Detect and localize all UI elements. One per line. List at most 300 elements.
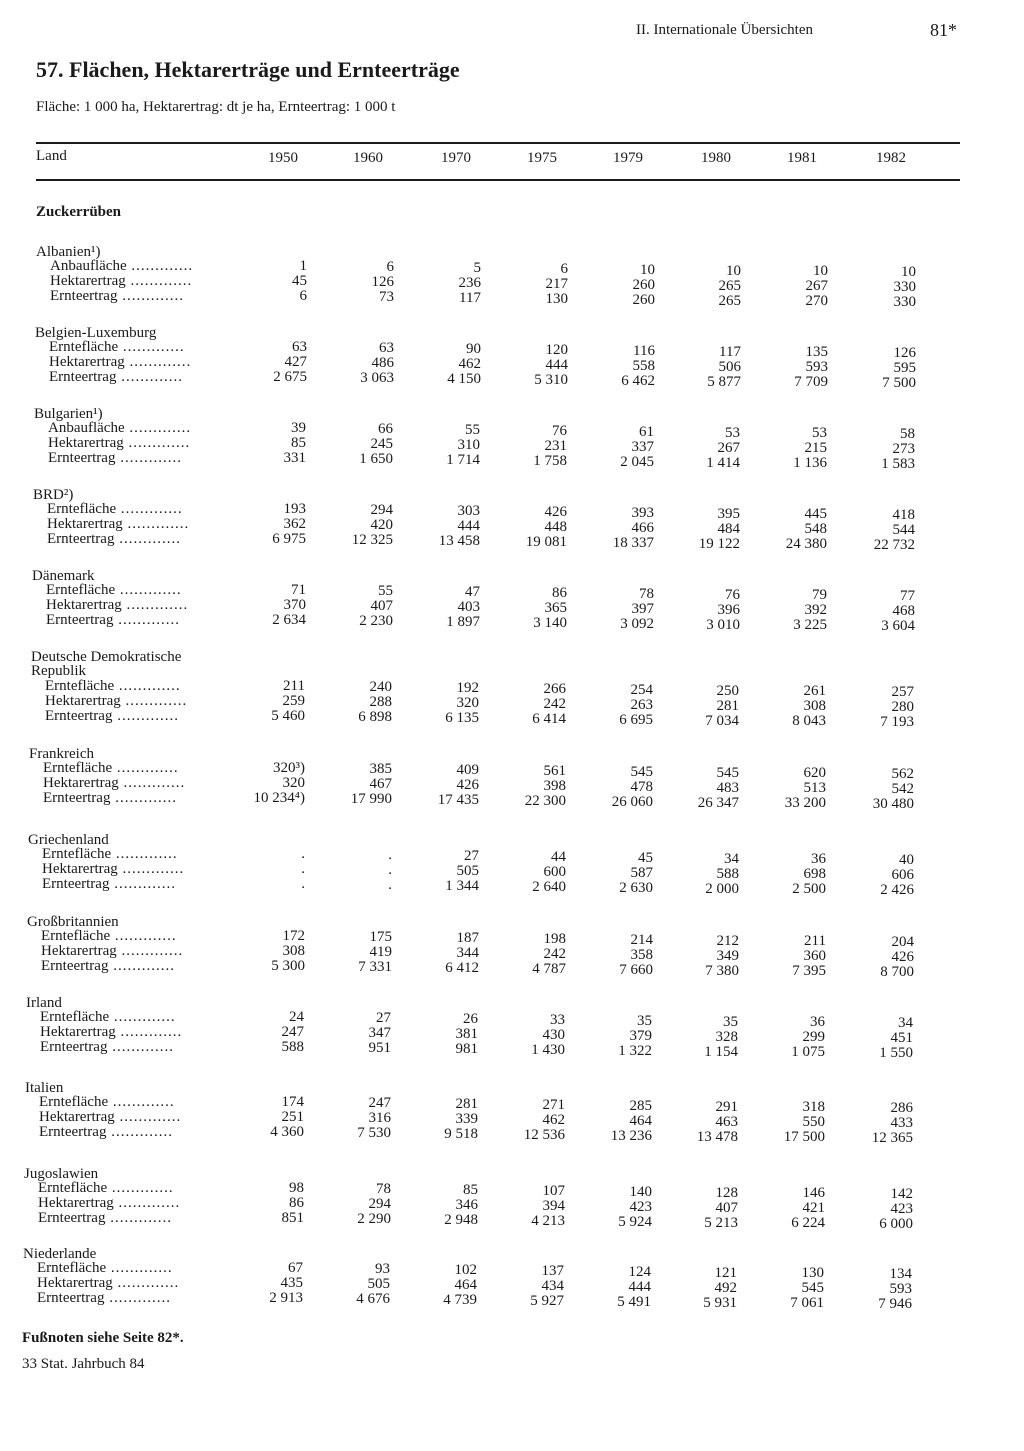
table-cell: 4 213 [531, 1213, 565, 1229]
table-cell: 397 [631, 601, 654, 617]
table-cell: 280 [891, 699, 914, 715]
table-cell: 303 [457, 503, 480, 519]
table-cell: 3 604 [881, 618, 915, 634]
table-cell: 1 758 [533, 453, 567, 469]
table-cell: 67 [288, 1260, 303, 1276]
table-cell: 6 462 [621, 373, 655, 389]
leader-dots: ............. [106, 1124, 173, 1140]
table-cell: 71 [291, 582, 306, 598]
table-cell: 7 193 [880, 714, 914, 730]
table-cell: 250 [716, 683, 739, 699]
table-cell: 211 [804, 933, 826, 949]
table-cell: 212 [716, 933, 739, 949]
table-cell: 448 [544, 519, 567, 535]
table-cell: 1 583 [881, 456, 915, 472]
table-cell: 593 [889, 1281, 912, 1297]
table-cell: 362 [283, 516, 306, 532]
table-cell: 211 [283, 678, 305, 694]
table-cell: 79 [812, 587, 827, 603]
row-label [46, 612, 180, 629]
table-cell: 102 [454, 1262, 477, 1278]
table-cell: 26 [463, 1011, 478, 1027]
table-cell: 320 [456, 695, 479, 711]
table-cell: 22 732 [873, 537, 915, 553]
table-cell: 24 [289, 1009, 304, 1025]
table-cell: 308 [803, 698, 826, 714]
table-cell: 174 [281, 1094, 304, 1110]
table-cell: 6 975 [272, 531, 306, 547]
country-group [0, 1080, 1024, 1150]
leader-dots: ............. [121, 597, 189, 613]
table-cell: 558 [632, 358, 655, 374]
country-group [0, 244, 1024, 314]
leader-dots: ............. [124, 354, 192, 370]
table-cell: 107 [542, 1183, 565, 1199]
table-cell: 266 [543, 681, 566, 697]
table-cell: 433 [890, 1115, 913, 1131]
table-cell: 26 347 [697, 795, 739, 811]
table-row [0, 790, 1024, 812]
table-cell: 308 [282, 943, 305, 959]
country-group [0, 406, 1024, 476]
country-name: Großbritannien [27, 914, 119, 930]
leader-dots: ............. [122, 516, 190, 532]
table-cell: 7 034 [705, 713, 739, 729]
table-cell: 47 [465, 584, 480, 600]
table-row [0, 1024, 1024, 1046]
row-label-text: Ernteertrag [38, 1210, 106, 1226]
table-cell: 420 [370, 517, 393, 533]
row-label-text: Erntefläche [43, 760, 113, 776]
table-cell: 347 [368, 1025, 391, 1041]
table-cell: 192 [456, 680, 479, 696]
table-row [0, 597, 1024, 619]
table-cell: 198 [543, 931, 566, 947]
table-cell: 7 530 [357, 1125, 391, 1141]
table-cell: 445 [804, 506, 827, 522]
table-cell: 444 [457, 518, 480, 534]
country-name: Dänemark [32, 568, 95, 584]
table-cell: 273 [892, 441, 915, 457]
leader-dots: ............. [107, 1039, 174, 1055]
table-cell: 267 [805, 278, 828, 294]
table-cell: 130 [801, 1265, 824, 1281]
table-row [0, 501, 1024, 523]
row-label-text: Hektarertrag [40, 1024, 116, 1040]
leader-dots: ............. [111, 846, 178, 862]
table-cell: 35 [637, 1013, 652, 1029]
table-cell: 217 [545, 276, 568, 292]
country-name: Jugoslawien [24, 1166, 99, 1182]
table-cell: 3 010 [706, 617, 740, 633]
row-label-text: Ernteertrag [49, 369, 117, 385]
leader-dots: ............. [118, 775, 186, 791]
table-cell: 951 [368, 1040, 391, 1056]
table-cell: 121 [714, 1265, 737, 1281]
table-row [0, 928, 1024, 950]
table-cell: 5 310 [534, 372, 568, 388]
leader-dots: ............. [109, 1009, 176, 1025]
column-header-year: 1981 [787, 150, 817, 166]
table-cell: 247 [281, 1024, 304, 1040]
table-cell: 53 [725, 425, 740, 441]
table-cell: 77 [900, 588, 915, 604]
table-cell: 421 [802, 1200, 825, 1216]
table-cell: 505 [456, 863, 479, 879]
country-name: Bulgarien¹) [34, 406, 103, 422]
column-header-year: 1980 [701, 150, 731, 166]
table-cell: 3 140 [533, 615, 567, 631]
table-cell: 398 [543, 778, 566, 794]
table-cell: 483 [716, 780, 739, 796]
table-cell: 320³) [273, 760, 305, 776]
table-row [0, 1290, 1024, 1312]
row-label-text: Erntefläche [42, 846, 112, 862]
table-cell: 294 [370, 502, 393, 518]
table-cell: 172 [282, 928, 305, 944]
table-cell: 1 550 [879, 1045, 913, 1061]
leader-dots: ............. [113, 612, 180, 628]
table-cell: 33 [550, 1012, 565, 1028]
table-cell: 1 136 [793, 455, 827, 471]
table-row [0, 420, 1024, 442]
table-cell: 7 061 [790, 1295, 824, 1311]
leader-dots: ............. [114, 531, 181, 547]
table-cell: 22 300 [524, 793, 566, 809]
table-cell: 76 [552, 423, 567, 439]
table-row [0, 943, 1024, 965]
row-label-text: Erntefläche [38, 1180, 108, 1196]
table-row [0, 1124, 1024, 1146]
table-cell: 12 365 [871, 1130, 913, 1146]
leader-dots: ............. [107, 1180, 174, 1196]
row-label-text: Ernteertrag [48, 450, 116, 466]
table-cell: 4 787 [532, 961, 566, 977]
row-label [42, 876, 176, 893]
table-cell: 542 [891, 781, 914, 797]
table-cell: 19 122 [698, 536, 740, 552]
table-cell: 330 [893, 294, 916, 310]
table-cell: 78 [639, 586, 654, 602]
table-cell: 93 [375, 1261, 390, 1277]
table-cell: 468 [892, 603, 915, 619]
table-cell: 328 [715, 1029, 738, 1045]
table-cell: . [388, 877, 392, 893]
row-label-text: Hektarertrag [50, 273, 126, 289]
row-label-text: Erntefläche [37, 1260, 107, 1276]
leader-dots: ............. [104, 1290, 171, 1306]
table-title: 57. Flächen, Hektarerträge und Ernteerträge [36, 57, 460, 82]
table-cell: 544 [892, 522, 915, 538]
row-label-text: Erntefläche [41, 928, 111, 944]
table-cell: 548 [804, 521, 827, 537]
table-cell: 310 [457, 437, 480, 453]
table-cell: 261 [803, 683, 826, 699]
table-cell: 426 [891, 949, 914, 965]
table-cell: 5 460 [271, 708, 305, 724]
table-cell: 318 [802, 1099, 825, 1115]
table-cell: 58 [900, 426, 915, 442]
table-cell: 17 435 [437, 792, 479, 808]
leader-dots: ............. [116, 943, 184, 959]
table-row [0, 775, 1024, 797]
row-label [50, 288, 184, 305]
table-row [0, 582, 1024, 604]
table-cell: 394 [542, 1198, 565, 1214]
table-cell: 444 [628, 1279, 651, 1295]
row-label-text: Ernteertrag [42, 876, 110, 892]
table-cell: 2 634 [272, 612, 306, 628]
table-cell: 265 [718, 293, 741, 309]
row-label-text: Anbaufläche [50, 258, 127, 274]
table-cell: 247 [368, 1095, 391, 1111]
table-cell: 45 [292, 273, 307, 289]
leader-dots: ............. [115, 450, 182, 466]
table-cell: 2 675 [273, 369, 307, 385]
table-cell: 34 [898, 1015, 913, 1031]
table-cell: 545 [630, 764, 653, 780]
table-cell: 430 [542, 1027, 565, 1043]
country-name: Frankreich [29, 746, 94, 762]
table-cell: 175 [369, 929, 392, 945]
leader-dots: ............. [115, 582, 182, 598]
table-cell: 251 [281, 1109, 304, 1125]
table-cell: 27 [376, 1010, 391, 1026]
table-cell: 1 650 [359, 451, 393, 467]
column-header-year: 1979 [613, 150, 643, 166]
leader-dots: ............. [112, 708, 179, 724]
table-cell: 61 [639, 424, 654, 440]
table-row [0, 1210, 1024, 1232]
table-cell: 117 [719, 344, 741, 360]
table-cell: 486 [371, 355, 394, 371]
table-cell: 128 [715, 1185, 738, 1201]
leader-dots: ............. [109, 876, 176, 892]
table-row [0, 861, 1024, 883]
table-cell: 4 150 [447, 371, 481, 387]
leader-dots: ............. [115, 1024, 183, 1040]
leader-dots: ............. [116, 501, 183, 517]
column-header-year: 1960 [353, 150, 383, 166]
table-cell: 146 [802, 1185, 825, 1201]
table-cell: 492 [714, 1280, 737, 1296]
leader-dots: ............. [126, 258, 194, 274]
table-cell: 78 [376, 1181, 391, 1197]
table-cell: 5 877 [707, 374, 741, 390]
country-group [0, 746, 1024, 816]
table-cell: 379 [629, 1028, 652, 1044]
row-label-text: Erntefläche [47, 501, 117, 517]
row-label-text: Erntefläche [40, 1009, 110, 1025]
table-cell: 2 630 [619, 880, 653, 896]
row-label-text: Ernteertrag [43, 790, 111, 806]
table-cell: 24 380 [785, 536, 827, 552]
table-cell: 393 [631, 505, 654, 521]
header-rule-bottom [36, 179, 960, 181]
table-cell: 600 [543, 864, 566, 880]
country-name: Belgien-Luxemburg [35, 325, 157, 341]
table-cell: 365 [544, 600, 567, 616]
table-row [0, 846, 1024, 868]
table-cell: 370 [283, 597, 306, 613]
table-cell: 245 [370, 436, 393, 452]
table-cell: 36 [810, 1014, 825, 1030]
table-cell: 126 [371, 274, 394, 290]
table-cell: 1 430 [531, 1042, 565, 1058]
column-header-land: Land [36, 148, 67, 164]
table-cell: 19 081 [525, 534, 567, 550]
table-cell: 466 [631, 520, 654, 536]
leader-dots: ............. [105, 1210, 172, 1226]
country-group [0, 914, 1024, 984]
table-cell: 545 [801, 1280, 824, 1296]
table-cell: 215 [804, 440, 827, 456]
table-cell: 265 [718, 278, 741, 294]
table-cell: 2 000 [705, 881, 739, 897]
row-label [45, 708, 179, 725]
table-cell: 7 709 [794, 374, 828, 390]
leader-dots: ............. [110, 790, 177, 806]
table-cell: 320 [282, 775, 305, 791]
row-label-text: Erntefläche [49, 339, 119, 355]
table-cell: 1 154 [704, 1044, 738, 1060]
row-label-text: Hektarertrag [38, 1195, 114, 1211]
table-row [0, 1109, 1024, 1131]
table-cell: 116 [633, 343, 655, 359]
row-label [41, 958, 175, 975]
table-cell: 187 [456, 930, 479, 946]
table-cell: 5 927 [530, 1293, 564, 1309]
leader-dots: ............. [117, 861, 185, 877]
row-label-text: Ernteertrag [46, 612, 114, 628]
country-name: BRD²) [33, 487, 74, 503]
table-cell: 3 092 [620, 616, 654, 632]
table-cell: 12 536 [523, 1127, 565, 1143]
table-cell: 126 [893, 345, 916, 361]
row-label-text: Hektarertrag [37, 1275, 113, 1291]
table-cell: 257 [891, 684, 914, 700]
table-cell: 513 [803, 780, 826, 796]
row-label-text: Hektarertrag [48, 435, 124, 451]
units-line: Fläche: 1 000 ha, Hektarertrag: dt je ha, Ernteertrag: 1 000 t [36, 99, 396, 115]
table-cell: 6 414 [532, 711, 566, 727]
table-cell: 76 [725, 587, 740, 603]
column-header-row [0, 148, 1024, 172]
table-cell: 463 [715, 1114, 738, 1130]
table-cell: 331 [283, 450, 306, 466]
table-cell: 267 [717, 440, 740, 456]
table-cell: 451 [890, 1030, 913, 1046]
table-cell: 7 946 [878, 1296, 912, 1312]
leader-dots: ............. [108, 958, 175, 974]
row-label-text: Hektarertrag [39, 1109, 115, 1125]
country-group [0, 649, 1024, 730]
table-row [0, 760, 1024, 782]
table-cell: 1 344 [445, 878, 479, 894]
row-label-text: Hektarertrag [47, 516, 123, 532]
table-cell: 6 000 [879, 1216, 913, 1232]
table-cell: 435 [280, 1275, 303, 1291]
table-cell: 6 695 [619, 712, 653, 728]
table-cell: 6 [560, 261, 568, 277]
table-cell: 120 [545, 342, 568, 358]
leader-dots: ............. [120, 693, 188, 709]
table-cell: 140 [629, 1184, 652, 1200]
table-cell: 86 [289, 1195, 304, 1211]
row-label-text: Ernteertrag [37, 1290, 105, 1306]
table-cell: 337 [631, 439, 654, 455]
table-cell: 316 [368, 1110, 391, 1126]
running-head: II. Internationale Übersichten [636, 22, 814, 38]
table-cell: 2 500 [792, 881, 826, 897]
leader-dots: ............. [110, 928, 177, 944]
country-name: Griechenland [28, 832, 109, 848]
leader-dots: ............. [113, 1195, 181, 1211]
column-header-year: 1982 [876, 150, 906, 166]
table-cell: 13 458 [438, 533, 480, 549]
leader-dots: ............. [114, 678, 181, 694]
table-cell: 10 [726, 263, 741, 279]
table-cell: 4 739 [443, 1292, 477, 1308]
table-cell: 5 300 [271, 958, 305, 974]
table-cell: 9 518 [444, 1126, 478, 1142]
leader-dots: ............. [106, 1260, 173, 1276]
table-cell: 240 [369, 679, 392, 695]
table-cell: 55 [378, 583, 393, 599]
table-row [0, 354, 1024, 376]
row-label-text: Hektarertrag [45, 693, 121, 709]
table-cell: 2 290 [357, 1211, 391, 1227]
table-row [0, 678, 1024, 700]
table-cell: 263 [630, 697, 653, 713]
table-cell: 6 412 [445, 960, 479, 976]
table-cell: 851 [281, 1210, 304, 1226]
table-cell: 1 075 [791, 1044, 825, 1060]
row-label [37, 1290, 171, 1307]
table-cell: 606 [891, 867, 914, 883]
row-label-text: Ernteertrag [41, 958, 109, 974]
table-cell: 30 480 [872, 796, 914, 812]
row-label [39, 1124, 173, 1141]
table-cell: 231 [544, 438, 567, 454]
table-cell: 270 [805, 293, 828, 309]
table-cell: 1 414 [706, 455, 740, 471]
table-cell: 281 [455, 1096, 478, 1112]
table-row [0, 369, 1024, 391]
table-cell: 346 [455, 1197, 478, 1213]
table-cell: 4 360 [270, 1124, 304, 1140]
table-cell: 6 224 [791, 1215, 825, 1231]
table-cell: 90 [466, 341, 481, 357]
row-label-text: Erntefläche [45, 678, 115, 694]
table-cell: 409 [456, 762, 479, 778]
row-label-text: Hektarertrag [49, 354, 125, 370]
table-cell: 135 [805, 344, 828, 360]
table-cell: 55 [465, 422, 480, 438]
table-cell: 86 [552, 585, 567, 601]
leader-dots: ............. [124, 420, 192, 436]
row-label [49, 369, 183, 386]
table-cell: . [388, 847, 392, 863]
table-cell: 339 [455, 1111, 478, 1127]
table-row [0, 288, 1024, 310]
leader-dots: ............. [125, 273, 193, 289]
table-cell: 550 [802, 1114, 825, 1130]
table-cell: 142 [890, 1186, 913, 1202]
country-group [0, 995, 1024, 1065]
table-cell: 286 [890, 1100, 913, 1116]
table-cell: 484 [717, 521, 740, 537]
